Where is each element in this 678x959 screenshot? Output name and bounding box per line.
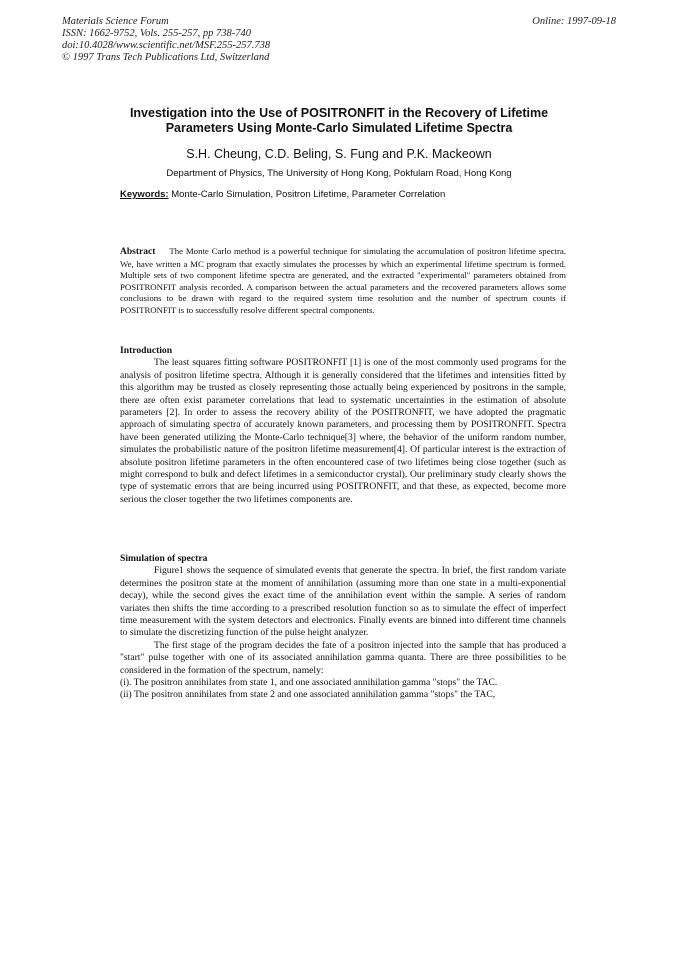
keywords-label: Keywords:: [120, 189, 169, 200]
paper-title: Investigation into the Use of POSITRONFIT in the Recovery of Lifetime Parameters Using Monte-Carlo Simulated Lifetime Spectra: [129, 106, 549, 135]
copyright-line: © 1997 Trans Tech Publications Ltd, Switzerland: [62, 52, 270, 63]
online-date: Online: 1997-09-18: [532, 16, 616, 27]
abstract-label: Abstract: [120, 247, 156, 257]
journal-name: Materials Science Forum: [62, 16, 169, 27]
introduction-paragraph: The least squares fitting software POSITRONFIT [1] is one of the most commonly used programs for the analysis of positron lifetime spectra. Although it is generally considered that the lifetimes and intensities fitted by this algorithm may be trusted as closely representing those actually being experienced by positrons in the sample, there are often exist parameter correlations that lead to systematic uncertainties in the estimation of absolute parameters [2]. In order to assess the recovery ability of the POSITRONFIT, we have adopted the pragmatic approach of simulating spectra of accurately known parameters, and processing them by POSITRONFIT. Spectra have been generated utilizing the Monte-Carlo technique[3] where, the behavior of the uniform random number, simulates the probabilistic nature of the positron lifetime measurement[4]. Of particular interest is the extraction of absolute positron lifetime parameters in the often encountered case of two lifetimes being close together (such as might correspond to bulk and defect lifetimes in a semiconductor crystal). Our preliminary study clearly shows the type of systematic errors that are being incurred using POSITRONFIT, and that these, as expected, become more serious the closer together the two lifetimes components are.: [120, 357, 566, 505]
simulation-paragraph-1: Figure1 shows the sequence of simulated events that generate the spectra. In brief, the first random variate determines the positron state at the moment of annihilation (assuming more than one state in a multi-exponential decay), while the second gives the exact time of the annihilation event within the sample. A series of random variates then shifts the time according to a prescribed resolution function so as to simulate the effect of imperfect time measurement with the system detectors and electronics. Finally events are binned into different time channels to simulate the discretizing function of the pulse height analyzer.: [120, 565, 566, 639]
keywords-text: Monte-Carlo Simulation, Positron Lifetime, Parameter Correlation: [171, 189, 446, 200]
simulation-heading: Simulation of spectra: [120, 553, 208, 564]
introduction-section: [120, 345, 566, 506]
journal-header: [62, 16, 270, 64]
doi-line: doi:10.4028/www.scientific.net/MSF.255-257.738: [62, 40, 271, 51]
list-item-2: (ii) The positron annihilates from state 2 and one associated annihilation gamma "stops" the TAC,: [120, 689, 496, 701]
issn-line: ISSN: 1662-9752, Vols. 255-257, pp 738-740: [62, 28, 251, 39]
paper-authors: S.H. Cheung, C.D. Beling, S. Fung and P.K. Mackeown: [186, 147, 492, 161]
abstract-block: [120, 246, 566, 317]
abstract-text: The Monte Carlo method is a powerful technique for simulating the accumulation of positron lifetime spectra. We, have written a MC program that exactly simulates the processes by which an experimental lifetime spectrum is formed. Multiple sets of two component lifetime spectra are generated, and the extracted "experimental" parameters obtained from POSITRONFIT analysis recorded. A comparison between the actual parameters and the recovered parameters allows some conclusions to be drawn with regard to the required system time resolution and the number of spectrum counts if POSITRONFIT is to successfully resolve different spectral components.: [120, 246, 566, 315]
paper-affiliation: Department of Physics, The University of Hong Kong, Pokfulam Road, Hong Kong: [166, 168, 512, 179]
list-item-1: (i). The positron annihilates from state 1, and one associated annihilation gamma "stops" the TAC.: [120, 677, 498, 689]
introduction-heading: Introduction: [120, 345, 173, 356]
keywords-line: [120, 189, 445, 200]
simulation-paragraph-2: The first stage of the program decides the fate of a positron injected into the sample that has produced a "start" pulse together with one of its associated annihilation gamma quanta. There are three possibilities to be considered in the formation of the spectrum, namely:: [120, 639, 566, 676]
simulation-section: [120, 553, 566, 702]
